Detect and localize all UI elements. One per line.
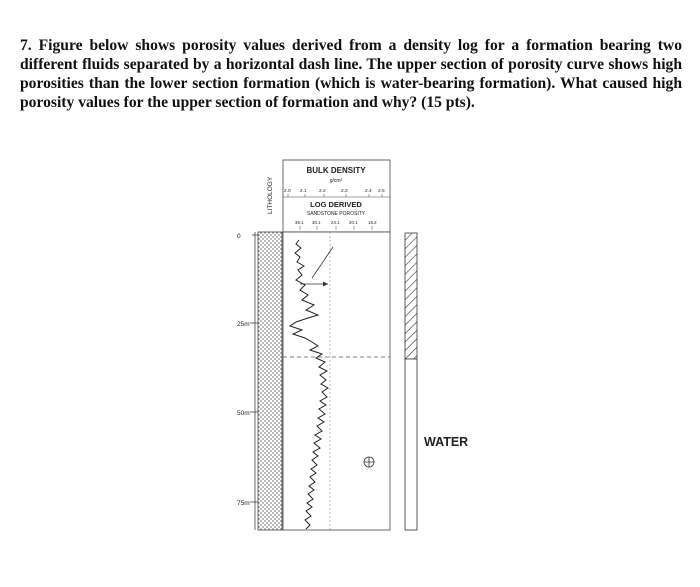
porosity-tick: 24.1: [331, 220, 340, 225]
depth-tick-75: 75m: [237, 500, 250, 507]
density-tick: 2.4: [365, 189, 372, 194]
density-tick: 2.2: [319, 189, 326, 194]
density-tick: 2.5: [378, 189, 385, 194]
porosity-tick: 16.2: [368, 220, 377, 225]
density-tick: 2.0: [284, 189, 291, 194]
fluid-column-water: [405, 359, 417, 530]
density-tick: 2.1: [300, 189, 307, 194]
porosity-tick: 39.1: [295, 220, 304, 225]
density-tick: 2.3: [341, 189, 348, 194]
depth-tick-25: 25m: [237, 321, 250, 328]
depth-tick-0: 0: [237, 233, 241, 240]
lithology-column: [258, 232, 282, 530]
question-text: 7. Figure below shows porosity values derived from a density log for a formation bearing two different fluids separated by a horizontal dash line. The upper section of porosity curve shows high porosities than the lower section formation (which is water-bearing formation). What caused high porosity values for the upper section of formation and why? (15 pts).: [20, 37, 682, 111]
porosity-tick: 20.1: [349, 220, 358, 225]
bulk-density-title: BULK DENSITY: [306, 166, 366, 175]
lithology-label: LITHOLOGY: [267, 176, 274, 214]
porosity-title: SANDSTONE POROSITY: [306, 211, 366, 217]
fluid-column-hatched: [405, 233, 417, 359]
bulk-density-unit: g/cm³: [329, 178, 343, 184]
porosity-tick: 30.1: [312, 220, 321, 225]
log-derived-title: LOG DERIVED: [310, 200, 362, 209]
depth-tick-50: 50m: [237, 410, 250, 417]
water-label: WATER: [424, 435, 469, 449]
log-track: [283, 232, 390, 530]
